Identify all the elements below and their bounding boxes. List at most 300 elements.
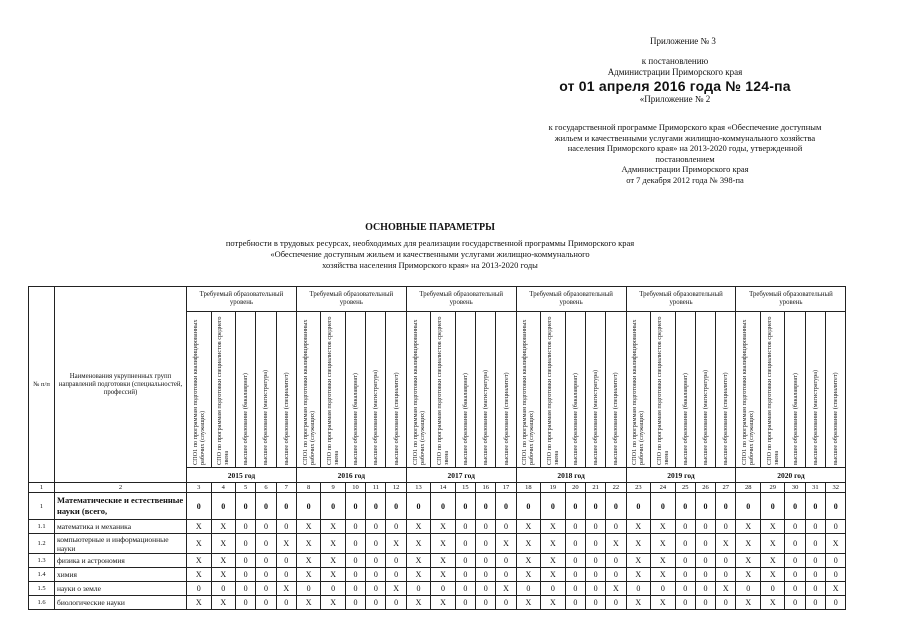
sub-header-label: высшее образование (магистратура) bbox=[702, 369, 709, 465]
cell-value: 0 bbox=[785, 534, 805, 554]
cell-value: 0 bbox=[366, 534, 386, 554]
column-number: 30 bbox=[785, 483, 805, 493]
group-header-education-level: Требуемый образовательный уровень bbox=[626, 287, 736, 312]
sub-header-label: высшее образование (магистратура) bbox=[262, 369, 270, 465]
cell-value: 0 bbox=[651, 582, 676, 596]
cell-value: X bbox=[431, 568, 456, 582]
cell-value: X bbox=[386, 582, 406, 596]
cell-value: X bbox=[296, 520, 321, 534]
column-number: 15 bbox=[455, 483, 475, 493]
cell-value: 0 bbox=[565, 582, 585, 596]
subtitle-line: хозяйства населения Приморского края» на 2013-2020 годы bbox=[322, 260, 538, 270]
sub-header-label: СПО по программам подготовки специалистов среднего звена bbox=[436, 316, 451, 465]
sub-header-education-type bbox=[366, 312, 386, 468]
cell-value: 0 bbox=[675, 534, 695, 554]
cell-value: 0 bbox=[187, 493, 212, 520]
cell-value: 0 bbox=[695, 554, 715, 568]
cell-value: X bbox=[516, 554, 541, 568]
table-row bbox=[29, 534, 846, 554]
cell-value: X bbox=[211, 568, 236, 582]
cell-value: 0 bbox=[585, 520, 605, 534]
cell-value: X bbox=[516, 534, 541, 554]
sub-header-education-type bbox=[695, 312, 715, 468]
row-number: 1.2 bbox=[29, 534, 55, 554]
cell-value: 0 bbox=[585, 582, 605, 596]
cell-value: X bbox=[736, 568, 761, 582]
group-header-education-level: Требуемый образовательный уровень bbox=[406, 287, 516, 312]
cell-value: 0 bbox=[455, 596, 475, 610]
column-number: 31 bbox=[805, 483, 825, 493]
year-header: 2016 год bbox=[296, 468, 406, 483]
cell-value: 0 bbox=[236, 534, 256, 554]
cell-value: 0 bbox=[785, 582, 805, 596]
row-number: 1 bbox=[29, 493, 55, 520]
cell-value: X bbox=[211, 596, 236, 610]
cell-value: 0 bbox=[585, 534, 605, 554]
sub-header-label: высшее образование (специалитет) bbox=[502, 371, 510, 465]
cell-value: 0 bbox=[276, 493, 296, 520]
cell-value: 0 bbox=[496, 554, 516, 568]
sub-header-label: высшее образование (бакалавриат) bbox=[352, 372, 360, 465]
cell-value: 0 bbox=[695, 534, 715, 554]
row-number: 1.5 bbox=[29, 582, 55, 596]
sub-header-label: высшее образование (магистратура) bbox=[811, 369, 819, 465]
column-number: 14 bbox=[431, 483, 456, 493]
cell-value: 0 bbox=[476, 493, 496, 520]
cell-value: 0 bbox=[345, 534, 365, 554]
cell-value: 0 bbox=[476, 582, 496, 596]
sub-header-education-type bbox=[296, 312, 321, 468]
column-number: 4 bbox=[211, 483, 236, 493]
cell-value: 0 bbox=[675, 554, 695, 568]
cell-value: X bbox=[826, 534, 846, 554]
cell-value: 0 bbox=[826, 596, 846, 610]
header-line: жильем и качественными услугами жилищно-коммунального хозяйства bbox=[554, 132, 816, 143]
sub-header-education-type bbox=[565, 312, 585, 468]
cell-value: 0 bbox=[496, 568, 516, 582]
sub-header-label: высшее образование (бакалавриат) bbox=[242, 372, 250, 465]
cell-value: 0 bbox=[785, 493, 805, 520]
cell-value: 0 bbox=[736, 493, 761, 520]
cell-value: 0 bbox=[565, 596, 585, 610]
sub-header-label: СПО1 по программам подготовки квалифицированных рабочих (служащих) bbox=[741, 319, 756, 465]
cell-value: X bbox=[541, 554, 566, 568]
cell-value: X bbox=[516, 568, 541, 582]
cell-value: X bbox=[321, 520, 346, 534]
column-number: 12 bbox=[386, 483, 406, 493]
cell-value: 0 bbox=[785, 596, 805, 610]
cell-value: X bbox=[716, 582, 736, 596]
parameters-table bbox=[28, 286, 846, 610]
cell-value: 0 bbox=[211, 493, 236, 520]
cell-value: 0 bbox=[565, 534, 585, 554]
cell-value: 0 bbox=[276, 554, 296, 568]
cell-value: X bbox=[296, 534, 321, 554]
sub-header-label: высшее образование (бакалавриат) bbox=[461, 372, 469, 465]
cell-value: 0 bbox=[626, 582, 651, 596]
cell-value: X bbox=[321, 554, 346, 568]
sub-header-label: СПО по программам подготовки специалистов среднего звена bbox=[216, 316, 231, 465]
column-number: 7 bbox=[276, 483, 296, 493]
cell-value: 0 bbox=[565, 554, 585, 568]
cell-value: 0 bbox=[321, 582, 346, 596]
cell-value: 0 bbox=[805, 568, 825, 582]
cell-value: 0 bbox=[716, 568, 736, 582]
sub-header-education-type bbox=[455, 312, 475, 468]
cell-value: X bbox=[760, 596, 785, 610]
sub-header-education-type bbox=[187, 312, 212, 468]
sub-header-education-type bbox=[585, 312, 605, 468]
sub-header-label: СПО1 по программам подготовки квалифицированных рабочих (служащих) bbox=[631, 319, 646, 465]
row-number: 1.3 bbox=[29, 554, 55, 568]
row-name: науки о земле bbox=[55, 582, 187, 596]
cell-value: 0 bbox=[695, 582, 715, 596]
cell-value: 0 bbox=[496, 493, 516, 520]
row-name: компьютерные и информационные науки bbox=[55, 534, 187, 554]
col-header-number: № п/п bbox=[29, 287, 55, 483]
sub-header-label: высшее образование (специалитет) bbox=[392, 371, 400, 465]
cell-value: X bbox=[541, 568, 566, 582]
cell-value: 0 bbox=[805, 493, 825, 520]
cell-value: 0 bbox=[211, 582, 236, 596]
cell-value: 0 bbox=[541, 582, 566, 596]
cell-value: X bbox=[321, 596, 346, 610]
column-number: 3 bbox=[187, 483, 212, 493]
cell-value: 0 bbox=[345, 554, 365, 568]
cell-value: 0 bbox=[785, 568, 805, 582]
sub-header-label: СПО1 по программам подготовки квалифицированных рабочих (служащих) bbox=[411, 319, 426, 465]
year-header: 2020 год bbox=[736, 468, 846, 483]
cell-value: X bbox=[406, 554, 431, 568]
cell-value: X bbox=[541, 596, 566, 610]
table-row bbox=[29, 596, 846, 610]
header-line: к постановлению bbox=[641, 56, 709, 66]
cell-value: 0 bbox=[826, 568, 846, 582]
cell-value: 0 bbox=[296, 493, 321, 520]
cell-value: X bbox=[651, 534, 676, 554]
column-number: 28 bbox=[736, 483, 761, 493]
row-name: химия bbox=[55, 568, 187, 582]
cell-value: X bbox=[406, 534, 431, 554]
cell-value: X bbox=[736, 534, 761, 554]
cell-value: 0 bbox=[716, 596, 736, 610]
cell-value: X bbox=[211, 520, 236, 534]
cell-value: 0 bbox=[276, 520, 296, 534]
sub-header-education-type bbox=[516, 312, 541, 468]
cell-value: 0 bbox=[386, 520, 406, 534]
cell-value: 0 bbox=[785, 554, 805, 568]
column-number: 23 bbox=[626, 483, 651, 493]
cell-value: X bbox=[626, 596, 651, 610]
cell-value: 0 bbox=[626, 493, 651, 520]
cell-value: X bbox=[431, 554, 456, 568]
sub-header-education-type bbox=[236, 312, 256, 468]
row-name: физика и астрономия bbox=[55, 554, 187, 568]
header-line: Администрации Приморского края bbox=[621, 164, 749, 174]
table-row bbox=[29, 582, 846, 596]
cell-value: X bbox=[496, 582, 516, 596]
cell-value: 0 bbox=[345, 520, 365, 534]
sub-header-education-type bbox=[805, 312, 825, 468]
cell-value: X bbox=[760, 568, 785, 582]
sub-header-label: СПО1 по программам подготовки квалифицированных рабочих (служащих) bbox=[521, 319, 536, 465]
row-name: математика и механика bbox=[55, 520, 187, 534]
cell-value: 0 bbox=[516, 582, 541, 596]
column-number: 26 bbox=[695, 483, 715, 493]
cell-value: 0 bbox=[236, 596, 256, 610]
cell-value: X bbox=[760, 520, 785, 534]
cell-value: 0 bbox=[476, 596, 496, 610]
cell-value: X bbox=[187, 554, 212, 568]
cell-value: 0 bbox=[695, 596, 715, 610]
sub-header-label: СПО1 по программам подготовки квалифицированных рабочих (служащих) bbox=[301, 319, 316, 465]
cell-value: 0 bbox=[431, 582, 456, 596]
cell-value: 0 bbox=[606, 568, 626, 582]
cell-value: 0 bbox=[366, 582, 386, 596]
cell-value: X bbox=[760, 534, 785, 554]
group-header-education-level: Требуемый образовательный уровень bbox=[516, 287, 626, 312]
sub-header-label: высшее образование (специалитет) bbox=[722, 371, 730, 465]
cell-value: 0 bbox=[366, 568, 386, 582]
program-reference bbox=[520, 122, 850, 185]
cell-value: 0 bbox=[496, 596, 516, 610]
cell-value: X bbox=[651, 596, 676, 610]
column-number: 2 bbox=[55, 483, 187, 493]
column-number: 32 bbox=[826, 483, 846, 493]
cell-value: X bbox=[386, 534, 406, 554]
cell-value: 0 bbox=[386, 568, 406, 582]
resolution-header bbox=[520, 36, 830, 119]
sub-header-education-type bbox=[345, 312, 365, 468]
cell-value: 0 bbox=[716, 554, 736, 568]
document-title: ОСНОВНЫЕ ПАРАМЕТРЫ bbox=[365, 222, 495, 233]
cell-value: 0 bbox=[256, 534, 276, 554]
sub-header-label: высшее образование (бакалавриат) bbox=[681, 372, 689, 465]
cell-value: 0 bbox=[476, 534, 496, 554]
cell-value: 0 bbox=[455, 554, 475, 568]
cell-value: X bbox=[626, 568, 651, 582]
cell-value: X bbox=[606, 534, 626, 554]
column-number: 1 bbox=[29, 483, 55, 493]
cell-value: 0 bbox=[345, 582, 365, 596]
cell-value: X bbox=[296, 596, 321, 610]
cell-value: X bbox=[187, 596, 212, 610]
sub-header-education-type bbox=[541, 312, 566, 468]
column-number: 17 bbox=[496, 483, 516, 493]
group-header-education-level: Требуемый образовательный уровень bbox=[736, 287, 846, 312]
sub-header-education-type bbox=[386, 312, 406, 468]
cell-value: 0 bbox=[431, 493, 456, 520]
cell-value: X bbox=[496, 534, 516, 554]
cell-value: 0 bbox=[675, 493, 695, 520]
cell-value: 0 bbox=[760, 493, 785, 520]
cell-value: X bbox=[321, 534, 346, 554]
sub-header-label: СПО по программам подготовки специалистов среднего звена bbox=[765, 316, 780, 465]
cell-value: 0 bbox=[366, 520, 386, 534]
cell-value: 0 bbox=[695, 493, 715, 520]
sub-header-label: СПО по программам подготовки специалистов среднего звена bbox=[326, 316, 341, 465]
cell-value: 0 bbox=[565, 568, 585, 582]
table-row bbox=[29, 493, 846, 520]
table-row bbox=[29, 554, 846, 568]
appendix-number: Приложение № 3 bbox=[650, 36, 716, 46]
cell-value: 0 bbox=[276, 568, 296, 582]
column-number: 9 bbox=[321, 483, 346, 493]
header-line: постановлением bbox=[655, 153, 715, 164]
sub-header-education-type bbox=[651, 312, 676, 468]
row-number: 1.1 bbox=[29, 520, 55, 534]
cell-value: 0 bbox=[345, 493, 365, 520]
sub-header-education-type bbox=[716, 312, 736, 468]
cell-value: 0 bbox=[496, 520, 516, 534]
row-number: 1.4 bbox=[29, 568, 55, 582]
sub-header-label: высшее образование (бакалавриат) bbox=[791, 372, 799, 465]
sub-header-education-type bbox=[785, 312, 805, 468]
cell-value: 0 bbox=[236, 568, 256, 582]
cell-value: 0 bbox=[606, 554, 626, 568]
cell-value: 0 bbox=[476, 554, 496, 568]
cell-value: 0 bbox=[826, 493, 846, 520]
cell-value: X bbox=[716, 534, 736, 554]
cell-value: X bbox=[211, 534, 236, 554]
header-line: Администрации Приморского края bbox=[607, 67, 743, 77]
cell-value: 0 bbox=[455, 520, 475, 534]
cell-value: X bbox=[651, 520, 676, 534]
cell-value: X bbox=[406, 596, 431, 610]
sub-header-label: СПО1 по программам подготовки квалифицированных рабочих (служащих) bbox=[191, 319, 206, 465]
cell-value: 0 bbox=[256, 582, 276, 596]
cell-value: 0 bbox=[455, 568, 475, 582]
cell-value: 0 bbox=[236, 554, 256, 568]
column-number: 8 bbox=[296, 483, 321, 493]
cell-value: 0 bbox=[606, 596, 626, 610]
cell-value: X bbox=[187, 520, 212, 534]
cell-value: X bbox=[826, 582, 846, 596]
header-line: населения Приморского края» на 2013-2020 годы, утвержденной bbox=[567, 143, 803, 153]
sub-header-education-type bbox=[496, 312, 516, 468]
cell-value: X bbox=[626, 554, 651, 568]
cell-value: 0 bbox=[585, 568, 605, 582]
cell-value: X bbox=[651, 568, 676, 582]
sub-header-education-type bbox=[626, 312, 651, 468]
sub-header-education-type bbox=[276, 312, 296, 468]
cell-value: 0 bbox=[366, 596, 386, 610]
cell-value: 0 bbox=[565, 520, 585, 534]
column-number: 11 bbox=[366, 483, 386, 493]
cell-value: X bbox=[276, 534, 296, 554]
cell-value: X bbox=[516, 596, 541, 610]
cell-value: 0 bbox=[805, 520, 825, 534]
cell-value: 0 bbox=[675, 582, 695, 596]
cell-value: 0 bbox=[256, 493, 276, 520]
cell-value: X bbox=[736, 520, 761, 534]
cell-value: 0 bbox=[406, 493, 431, 520]
sub-header-education-type bbox=[406, 312, 431, 468]
cell-value: 0 bbox=[675, 568, 695, 582]
cell-value: 0 bbox=[345, 596, 365, 610]
subtitle-line: «Обеспечение доступным жильем и качественными услугами жилищно-коммунального bbox=[270, 249, 590, 259]
row-name: биологические науки bbox=[55, 596, 187, 610]
cell-value: X bbox=[541, 534, 566, 554]
col-header-name: Наименования укрупненных групп направлений подготовки (специальностей, профессий) bbox=[55, 287, 187, 483]
cell-value: X bbox=[187, 534, 212, 554]
cell-value: 0 bbox=[455, 582, 475, 596]
sub-header-education-type bbox=[736, 312, 761, 468]
cell-value: 0 bbox=[256, 568, 276, 582]
cell-value: 0 bbox=[455, 493, 475, 520]
sub-header-education-type bbox=[321, 312, 346, 468]
cell-value: X bbox=[431, 534, 456, 554]
sub-header-education-type bbox=[431, 312, 456, 468]
sub-header-education-type bbox=[760, 312, 785, 468]
year-header: 2015 год bbox=[187, 468, 297, 483]
year-header: 2017 год bbox=[406, 468, 516, 483]
sub-header-label: высшее образование (специалитет) bbox=[282, 371, 290, 465]
cell-value: 0 bbox=[236, 493, 256, 520]
cell-value: 0 bbox=[585, 596, 605, 610]
cell-value: 0 bbox=[695, 520, 715, 534]
row-name: Математические и естественные науки (всего, bbox=[55, 493, 187, 520]
cell-value: 0 bbox=[406, 582, 431, 596]
column-number: 25 bbox=[675, 483, 695, 493]
cell-value: 0 bbox=[606, 520, 626, 534]
sub-header-label: СПО по программам подготовки специалистов среднего звена bbox=[545, 316, 560, 465]
year-header: 2018 год bbox=[516, 468, 626, 483]
cell-value: 0 bbox=[236, 520, 256, 534]
cell-value: X bbox=[431, 596, 456, 610]
cell-value: X bbox=[321, 568, 346, 582]
cell-value: 0 bbox=[716, 493, 736, 520]
cell-value: 0 bbox=[386, 596, 406, 610]
sub-header-label: высшее образование (специалитет) bbox=[612, 371, 620, 465]
cell-value: 0 bbox=[321, 493, 346, 520]
cell-value: X bbox=[760, 554, 785, 568]
cell-value: 0 bbox=[476, 520, 496, 534]
cell-value: 0 bbox=[386, 554, 406, 568]
cell-value: 0 bbox=[455, 534, 475, 554]
sub-header-education-type bbox=[256, 312, 276, 468]
document-subtitle bbox=[170, 238, 690, 271]
cell-value: X bbox=[406, 520, 431, 534]
header-line: от 7 декабря 2012 года № 398-па bbox=[626, 174, 744, 185]
cell-value: 0 bbox=[296, 582, 321, 596]
cell-value: 0 bbox=[476, 568, 496, 582]
sub-header-label: высшее образование (магистратура) bbox=[592, 369, 600, 465]
year-header: 2019 год bbox=[626, 468, 736, 483]
sub-header-label: высшее образование (магистратура) bbox=[372, 369, 380, 465]
sub-header-label: высшее образование (бакалавриат) bbox=[571, 372, 579, 465]
sub-header-label: высшее образование (специалитет) bbox=[832, 371, 840, 465]
cell-value: X bbox=[296, 568, 321, 582]
cell-value: 0 bbox=[760, 582, 785, 596]
cell-value: 0 bbox=[826, 520, 846, 534]
cell-value: 0 bbox=[805, 534, 825, 554]
cell-value: 0 bbox=[805, 596, 825, 610]
cell-value: X bbox=[296, 554, 321, 568]
cell-value: X bbox=[736, 554, 761, 568]
cell-value: 0 bbox=[516, 493, 541, 520]
cell-value: X bbox=[516, 520, 541, 534]
cell-value: 0 bbox=[606, 493, 626, 520]
cell-value: 0 bbox=[256, 596, 276, 610]
column-number: 6 bbox=[256, 483, 276, 493]
cell-value: X bbox=[736, 596, 761, 610]
cell-value: 0 bbox=[785, 520, 805, 534]
sub-header-education-type bbox=[476, 312, 496, 468]
cell-value: 0 bbox=[585, 554, 605, 568]
cell-value: 0 bbox=[565, 493, 585, 520]
column-number: 18 bbox=[516, 483, 541, 493]
